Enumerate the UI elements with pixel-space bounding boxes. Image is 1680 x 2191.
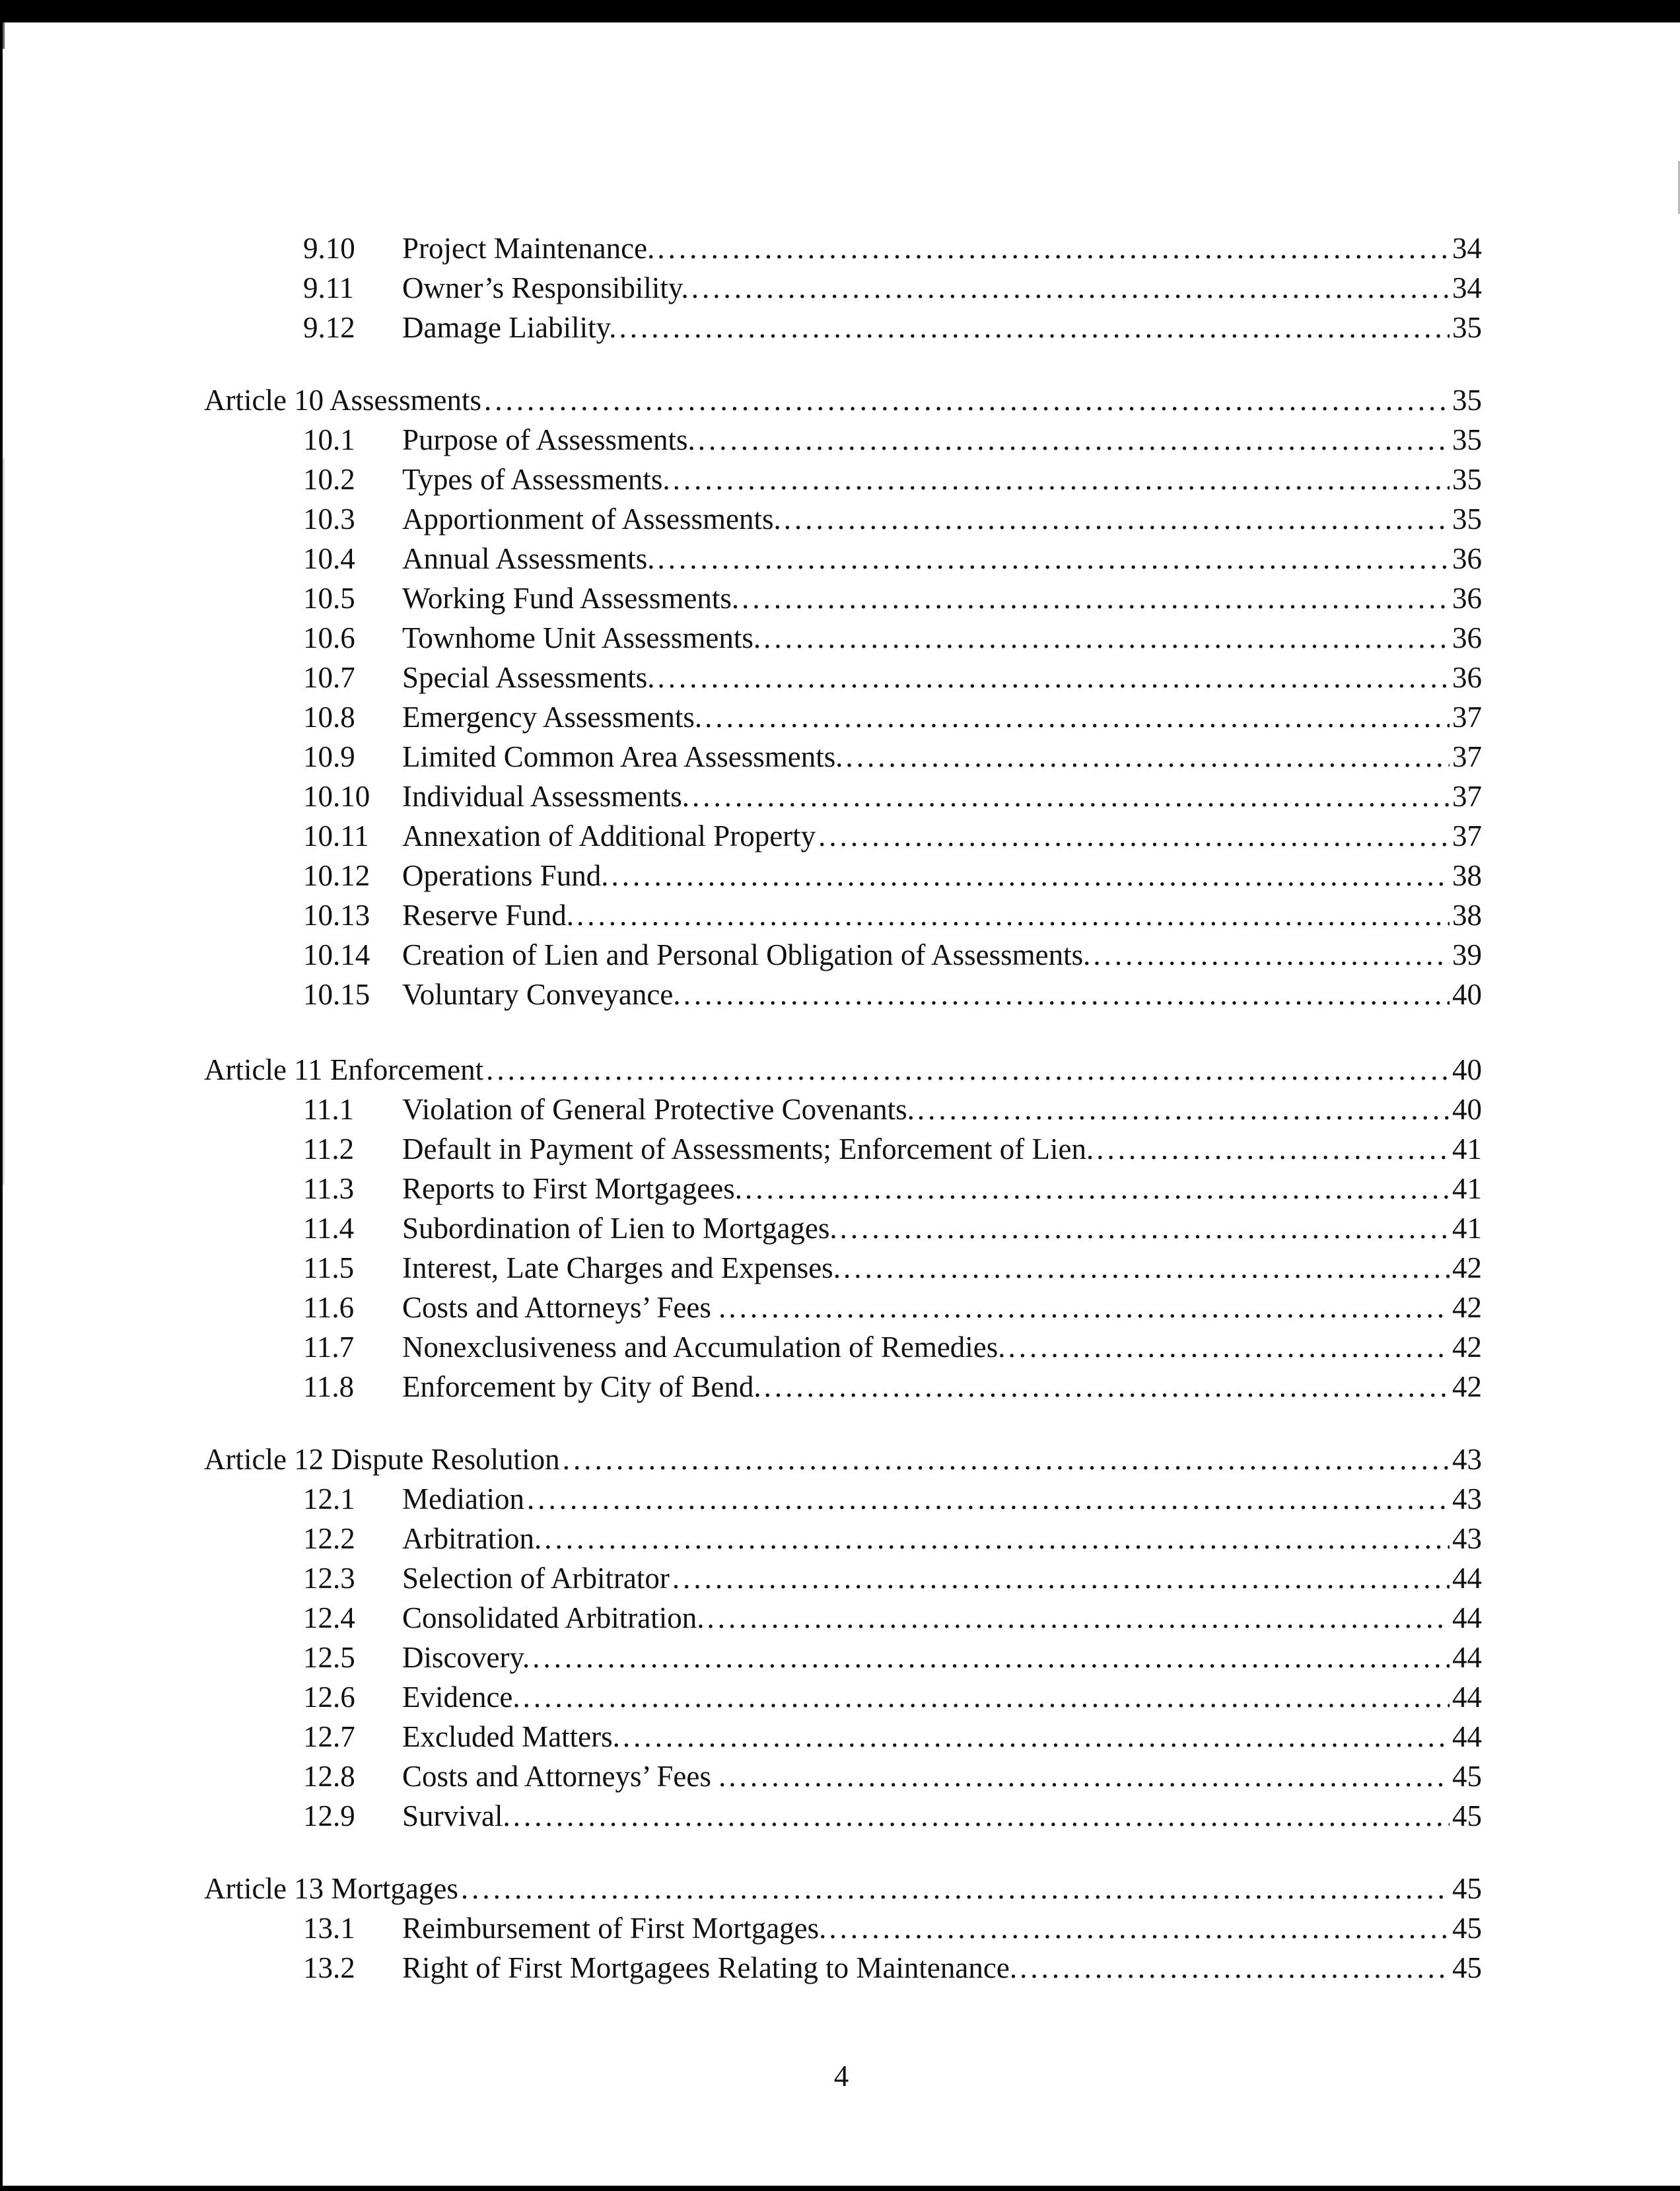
section-number: 10.15 bbox=[303, 978, 370, 1011]
dot-leader bbox=[843, 1248, 1450, 1288]
toc-entry-10-6[interactable] bbox=[303, 618, 1482, 658]
page-number: 35 bbox=[1452, 463, 1482, 496]
section-number: 11.8 bbox=[303, 1370, 355, 1403]
section-number: 10.4 bbox=[303, 542, 355, 575]
page-number: 44 bbox=[1452, 1601, 1482, 1634]
section-number: 11.2 bbox=[303, 1132, 355, 1165]
section-number: 11.5 bbox=[303, 1251, 355, 1284]
toc-entry-10-5[interactable] bbox=[303, 578, 1482, 618]
section-number: 11.3 bbox=[303, 1172, 355, 1205]
dot-leader bbox=[840, 1208, 1450, 1248]
section-number: 10.11 bbox=[303, 819, 369, 852]
section-title: Costs and Attorneys’ Fees . bbox=[402, 1291, 726, 1324]
page-number: 44 bbox=[1452, 1681, 1482, 1714]
dot-leader bbox=[527, 1479, 1450, 1519]
toc-entry-10-11[interactable] bbox=[303, 816, 1482, 856]
toc-entry-10-12[interactable] bbox=[303, 856, 1482, 895]
article-title: Article 12 Dispute Resolution bbox=[204, 1443, 560, 1476]
page-number: 35 bbox=[1452, 503, 1482, 536]
section-number: 9.12 bbox=[303, 311, 355, 344]
dot-leader bbox=[917, 1090, 1450, 1129]
toc-entry-10-2[interactable] bbox=[303, 460, 1482, 499]
toc-entry-10-4[interactable] bbox=[303, 539, 1482, 578]
page-number: 37 bbox=[1452, 701, 1482, 734]
section-number: 10.7 bbox=[303, 661, 355, 694]
dot-leader bbox=[657, 228, 1450, 268]
dot-leader bbox=[658, 539, 1450, 578]
section-title: Project Maintenance. bbox=[402, 232, 655, 265]
toc-entry-12-3[interactable] bbox=[303, 1558, 1482, 1598]
dot-leader bbox=[763, 618, 1450, 658]
toc-article-12[interactable] bbox=[204, 1440, 1482, 1479]
page-number: 37 bbox=[1452, 819, 1482, 852]
page-number: 38 bbox=[1452, 899, 1482, 932]
page-number: 43 bbox=[1452, 1522, 1482, 1555]
page-number: 36 bbox=[1452, 542, 1482, 575]
page-number: 45 bbox=[1452, 1760, 1482, 1793]
section-title: Individual Assessments. bbox=[402, 780, 689, 813]
dot-leader bbox=[532, 1638, 1450, 1677]
page-number: 45 bbox=[1452, 1912, 1482, 1945]
dot-leader bbox=[672, 1558, 1450, 1598]
dot-leader bbox=[1096, 1129, 1450, 1169]
section-number: 10.1 bbox=[303, 423, 355, 456]
dot-leader bbox=[611, 856, 1450, 895]
toc-entry-12-8[interactable] bbox=[303, 1756, 1482, 1796]
section-title: Survival. bbox=[402, 1799, 510, 1832]
dot-leader bbox=[673, 460, 1450, 499]
toc-entry-10-14[interactable] bbox=[303, 935, 1482, 975]
section-number: 12.2 bbox=[303, 1522, 355, 1555]
page-number: 40 bbox=[1452, 1053, 1482, 1086]
article-title: Article 10 Assessments bbox=[204, 384, 481, 417]
section-number: 11.1 bbox=[303, 1093, 355, 1126]
section-title: Apportionment of Assessments. bbox=[402, 503, 781, 536]
document-page bbox=[3, 22, 1680, 2186]
page-footer-number: 4 bbox=[833, 2060, 849, 2093]
section-title: Excluded Matters. bbox=[402, 1720, 620, 1753]
section-title: Reports to First Mortgagees. bbox=[402, 1172, 742, 1205]
dot-leader bbox=[698, 420, 1450, 460]
section-number: 10.13 bbox=[303, 899, 370, 932]
page-number: 44 bbox=[1452, 1562, 1482, 1595]
dot-leader bbox=[728, 1288, 1450, 1327]
toc-entry-9-10[interactable] bbox=[303, 228, 1482, 268]
dot-leader bbox=[623, 1717, 1450, 1756]
page-number: 35 bbox=[1452, 384, 1482, 417]
section-title: Evidence. bbox=[402, 1681, 520, 1714]
toc-entry-9-11[interactable] bbox=[303, 268, 1482, 308]
scan-edge-mark-left-lower bbox=[3, 458, 5, 1185]
dot-leader bbox=[1020, 1948, 1450, 1988]
dot-leader bbox=[1093, 935, 1450, 975]
toc-article-11[interactable] bbox=[204, 1050, 1482, 1090]
dot-leader bbox=[486, 1050, 1450, 1090]
section-title: Annexation of Additional Property bbox=[402, 819, 816, 852]
dot-leader bbox=[461, 1869, 1450, 1908]
section-number: 10.2 bbox=[303, 463, 355, 496]
section-number: 10.12 bbox=[303, 859, 370, 892]
toc-article-10[interactable] bbox=[204, 380, 1482, 420]
page-number: 45 bbox=[1452, 1872, 1482, 1905]
section-title: Types of Assessments. bbox=[402, 463, 670, 496]
section-number: 12.5 bbox=[303, 1641, 355, 1674]
dot-leader bbox=[818, 816, 1450, 856]
toc-entry-10-10[interactable] bbox=[303, 777, 1482, 816]
toc-entry-11-6[interactable] bbox=[303, 1288, 1482, 1327]
section-title: Annual Assessments. bbox=[402, 542, 655, 575]
section-title: Townhome Unit Assessments. bbox=[402, 621, 761, 654]
page-number: 41 bbox=[1452, 1172, 1482, 1205]
section-title: Emergency Assessments. bbox=[402, 701, 703, 734]
dot-leader bbox=[577, 895, 1450, 935]
section-title: Arbitration. bbox=[402, 1522, 542, 1555]
section-number: 13.1 bbox=[303, 1912, 355, 1945]
section-title: Right of First Mortgagees Relating to Maintenance. bbox=[402, 1951, 1018, 1984]
page-number: 35 bbox=[1452, 311, 1482, 344]
toc-entry-11-2[interactable] bbox=[303, 1129, 1482, 1169]
article-title: Article 13 Mortgages bbox=[204, 1872, 458, 1905]
section-title: Owner’s Responsibility. bbox=[402, 271, 689, 304]
dot-leader bbox=[523, 1677, 1450, 1717]
section-number: 10.5 bbox=[303, 582, 355, 615]
page-number: 36 bbox=[1452, 582, 1482, 615]
article-title: Article 11 Enforcement bbox=[204, 1053, 484, 1086]
section-number: 12.9 bbox=[303, 1799, 355, 1832]
toc-entry-10-15[interactable] bbox=[303, 975, 1482, 1014]
section-number: 11.7 bbox=[303, 1331, 355, 1364]
page-number: 43 bbox=[1452, 1482, 1482, 1515]
scan-edge-mark-left bbox=[3, 22, 5, 49]
dot-leader bbox=[742, 578, 1450, 618]
section-title: Costs and Attorneys’ Fees . bbox=[402, 1760, 726, 1793]
toc-entry-10-3[interactable] bbox=[303, 499, 1482, 539]
section-number: 9.10 bbox=[303, 232, 355, 265]
toc-entry-12-9[interactable] bbox=[303, 1796, 1482, 1836]
section-title: Interest, Late Charges and Expenses. bbox=[402, 1251, 841, 1284]
dot-leader bbox=[691, 268, 1450, 308]
section-number: 12.8 bbox=[303, 1760, 355, 1793]
toc-entry-12-5[interactable] bbox=[303, 1638, 1482, 1677]
toc-entry-10-8[interactable] bbox=[303, 697, 1482, 737]
toc-entry-12-6[interactable] bbox=[303, 1677, 1482, 1717]
section-title: Default in Payment of Assessments; Enforcement of Lien. bbox=[402, 1132, 1094, 1165]
section-title: Violation of General Protective Covenants. bbox=[402, 1093, 915, 1126]
section-title: Enforcement by City of Bend. bbox=[402, 1370, 761, 1403]
page-number: 40 bbox=[1452, 978, 1482, 1011]
dot-leader bbox=[484, 380, 1450, 420]
dot-leader bbox=[692, 777, 1450, 816]
dot-leader bbox=[707, 1598, 1450, 1638]
toc-entry-12-1[interactable] bbox=[303, 1479, 1482, 1519]
dot-leader bbox=[683, 975, 1450, 1014]
dot-leader bbox=[563, 1440, 1450, 1479]
section-number: 10.14 bbox=[303, 938, 370, 971]
page-number: 36 bbox=[1452, 661, 1482, 694]
toc-entry-13-2[interactable] bbox=[303, 1948, 1482, 1988]
section-number: 10.8 bbox=[303, 701, 355, 734]
page-number: 43 bbox=[1452, 1443, 1482, 1476]
section-title: Operations Fund. bbox=[402, 859, 609, 892]
toc-entry-11-8[interactable] bbox=[303, 1367, 1482, 1407]
section-number: 11.4 bbox=[303, 1212, 355, 1245]
section-title: Consolidated Arbitration. bbox=[402, 1601, 705, 1634]
dot-leader bbox=[829, 1908, 1450, 1948]
dot-leader bbox=[845, 737, 1450, 777]
toc-entry-10-13[interactable] bbox=[303, 895, 1482, 935]
section-number: 12.3 bbox=[303, 1562, 355, 1595]
page-number: 37 bbox=[1452, 740, 1482, 773]
page-number: 38 bbox=[1452, 859, 1482, 892]
section-title: Mediation bbox=[402, 1482, 524, 1515]
toc-entry-11-4[interactable] bbox=[303, 1208, 1482, 1248]
toc-entry-12-4[interactable] bbox=[303, 1598, 1482, 1638]
dot-leader bbox=[544, 1519, 1450, 1558]
section-number: 10.6 bbox=[303, 621, 355, 654]
page-number: 35 bbox=[1452, 423, 1482, 456]
section-title: Limited Common Area Assessments. bbox=[402, 740, 843, 773]
section-number: 12.7 bbox=[303, 1720, 355, 1753]
page-number: 44 bbox=[1452, 1720, 1482, 1753]
toc-entry-10-9[interactable] bbox=[303, 737, 1482, 777]
section-number: 10.9 bbox=[303, 740, 355, 773]
dot-leader bbox=[764, 1367, 1450, 1407]
section-number: 10.3 bbox=[303, 503, 355, 536]
toc-entry-13-1[interactable] bbox=[303, 1908, 1482, 1948]
dot-leader bbox=[1008, 1327, 1450, 1367]
dot-leader bbox=[619, 308, 1450, 347]
section-title: Reserve Fund. bbox=[402, 899, 574, 932]
toc-article-13[interactable] bbox=[204, 1869, 1482, 1908]
dot-leader bbox=[657, 658, 1450, 697]
section-title: Purpose of Assessments. bbox=[402, 423, 695, 456]
page-number: 37 bbox=[1452, 780, 1482, 813]
section-number: 12.4 bbox=[303, 1601, 355, 1634]
page-number: 34 bbox=[1452, 232, 1482, 265]
section-title: Nonexclusiveness and Accumulation of Remedies. bbox=[402, 1331, 1006, 1364]
toc-entry-11-5[interactable] bbox=[303, 1248, 1482, 1288]
section-title: Working Fund Assessments. bbox=[402, 582, 740, 615]
toc-entry-12-7[interactable] bbox=[303, 1717, 1482, 1756]
toc-entry-10-7[interactable] bbox=[303, 658, 1482, 697]
toc-entry-9-12[interactable] bbox=[303, 308, 1482, 347]
toc-entry-12-2[interactable] bbox=[303, 1519, 1482, 1558]
section-number: 11.6 bbox=[303, 1291, 355, 1324]
section-number: 13.2 bbox=[303, 1951, 355, 1984]
toc-entry-11-1[interactable] bbox=[303, 1090, 1482, 1129]
page-number: 45 bbox=[1452, 1799, 1482, 1832]
dot-leader bbox=[745, 1169, 1450, 1208]
page-number: 44 bbox=[1452, 1641, 1482, 1674]
page-number: 42 bbox=[1452, 1291, 1482, 1324]
page-number: 41 bbox=[1452, 1212, 1482, 1245]
page-number: 45 bbox=[1452, 1951, 1482, 1984]
toc-entry-11-7[interactable] bbox=[303, 1327, 1482, 1367]
section-number: 9.11 bbox=[303, 271, 355, 304]
section-title: Reimbursement of First Mortgages. bbox=[402, 1912, 827, 1945]
page-number: 42 bbox=[1452, 1251, 1482, 1284]
section-number: 12.1 bbox=[303, 1482, 355, 1515]
page-number: 42 bbox=[1452, 1331, 1482, 1364]
page-number: 40 bbox=[1452, 1093, 1482, 1126]
page-number: 39 bbox=[1452, 938, 1482, 971]
section-title: Discovery. bbox=[402, 1641, 530, 1674]
section-title: Voluntary Conveyance. bbox=[402, 978, 681, 1011]
section-number: 10.10 bbox=[303, 780, 370, 813]
section-title: Special Assessments. bbox=[402, 661, 655, 694]
page-number: 42 bbox=[1452, 1370, 1482, 1403]
section-number: 12.6 bbox=[303, 1681, 355, 1714]
dot-leader bbox=[784, 499, 1450, 539]
section-title: Creation of Lien and Personal Obligation of Assessments. bbox=[402, 938, 1091, 971]
page-number: 41 bbox=[1452, 1132, 1482, 1165]
page-number: 36 bbox=[1452, 621, 1482, 654]
toc-entry-10-1[interactable] bbox=[303, 420, 1482, 460]
section-title: Damage Liability. bbox=[402, 311, 617, 344]
section-title: Selection of Arbitrator bbox=[402, 1562, 670, 1595]
dot-leader bbox=[728, 1756, 1450, 1796]
dot-leader bbox=[705, 697, 1450, 737]
toc-entry-11-3[interactable] bbox=[303, 1169, 1482, 1208]
section-title: Subordination of Lien to Mortgages. bbox=[402, 1212, 837, 1245]
page-number: 34 bbox=[1452, 271, 1482, 304]
dot-leader bbox=[513, 1796, 1450, 1836]
